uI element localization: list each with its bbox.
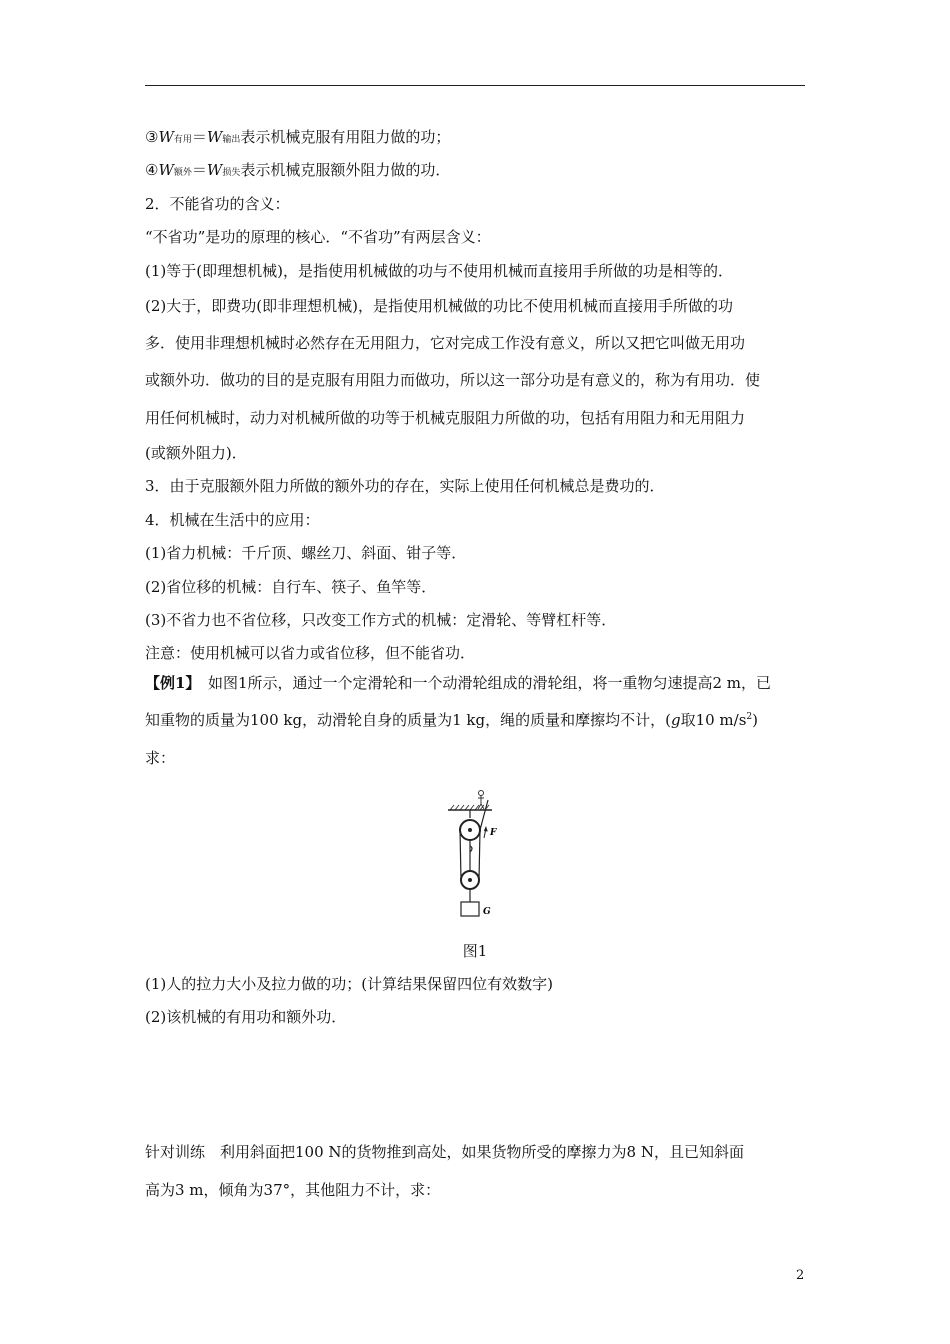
example-line-3: 求： [145, 749, 176, 767]
text-line-5: (1)等于(即理想机械)，是指使用机械做的功与不使用机械而直接用手所做的功是相等的． [145, 262, 733, 280]
example-line-2: 知重物的质量为100 kg，动滑轮自身的质量为1 kg，绳的质量和摩擦均不计，(g取10 $m/s^2$) [145, 711, 758, 729]
text-line-6: (2)大于，即费功(即非理想机械)，是指使用机械做的功比不使用机械而直接用手所做的功 [145, 297, 733, 315]
text-line-4: “不省功”是功的原理的核心．“不省功”有两层含义： [145, 228, 491, 246]
question-2: (2)该机械的有用功和额外功． [145, 1008, 347, 1026]
weight-label: G [483, 907, 491, 917]
training-line-2: 高为3 m，倾角为37°，其他阻力不计，求： [145, 1181, 441, 1199]
text-line-11: 3．由于克服额外阻力所做的额外功的存在，实际上使用任何机械总是费功的． [145, 477, 665, 495]
figure-caption: 图1 [462, 942, 488, 960]
example-line-1: 【例1】 如图1所示，通过一个定滑轮和一个动滑轮组成的滑轮组，将一重物匀速提高2 m，已 [145, 674, 772, 692]
text-line-14: (2)省位移的机械：自行车、筷子、鱼竿等． [145, 578, 437, 596]
weight-block [461, 902, 479, 916]
text-line-2: ④W额外＝W损失表示机械克服额外阻力做的功． [145, 161, 451, 179]
text-line-15: (3)不省力也不省位移，只改变工作方式的机械：定滑轮、等臂杠杆等． [145, 611, 617, 629]
text-line-7: 多．使用非理想机械时必然存在无用阻力，它对完成工作没有意义，所以又把它叫做无用功 [145, 334, 746, 352]
text-line-1: ③W有用＝W输出表示机械克服有用阻力做的功； [145, 128, 451, 146]
question-1: (1)人的拉力大小及拉力做的功；(计算结果保留四位有效数字) [145, 975, 553, 993]
example-label: 【例1】 [145, 674, 193, 692]
header-rule [145, 85, 805, 86]
text-line-13: (1)省力机械：千斤顶、螺丝刀、斜面、钳子等． [145, 544, 467, 562]
page-number: 2 [796, 1268, 805, 1283]
text-line-12: 4．机械在生活中的应用： [145, 511, 320, 529]
text-line-3: 2．不能省功的含义： [145, 195, 290, 213]
training-line-1: 针对训练 利用斜面把100 N的货物推到高处，如果货物所受的摩擦力为8 N，且已知斜面 [145, 1143, 744, 1161]
text-line-16: 注意：使用机械可以省力或省位移，但不能省功． [145, 644, 476, 662]
text-line-8: 或额外功．做功的目的是克服有用阻力而做功，所以这一部分功是有意义的，称为有用功．使 [145, 371, 761, 389]
text-line-9: 用任何机械时，动力对机械所做的功等于机械克服阻力所做的功，包括有用阻力和无用阻力 [145, 409, 746, 427]
force-label: F [490, 828, 497, 838]
text-line-10: (或额外阻力)． [145, 444, 247, 462]
pulley-figure [440, 780, 520, 920]
